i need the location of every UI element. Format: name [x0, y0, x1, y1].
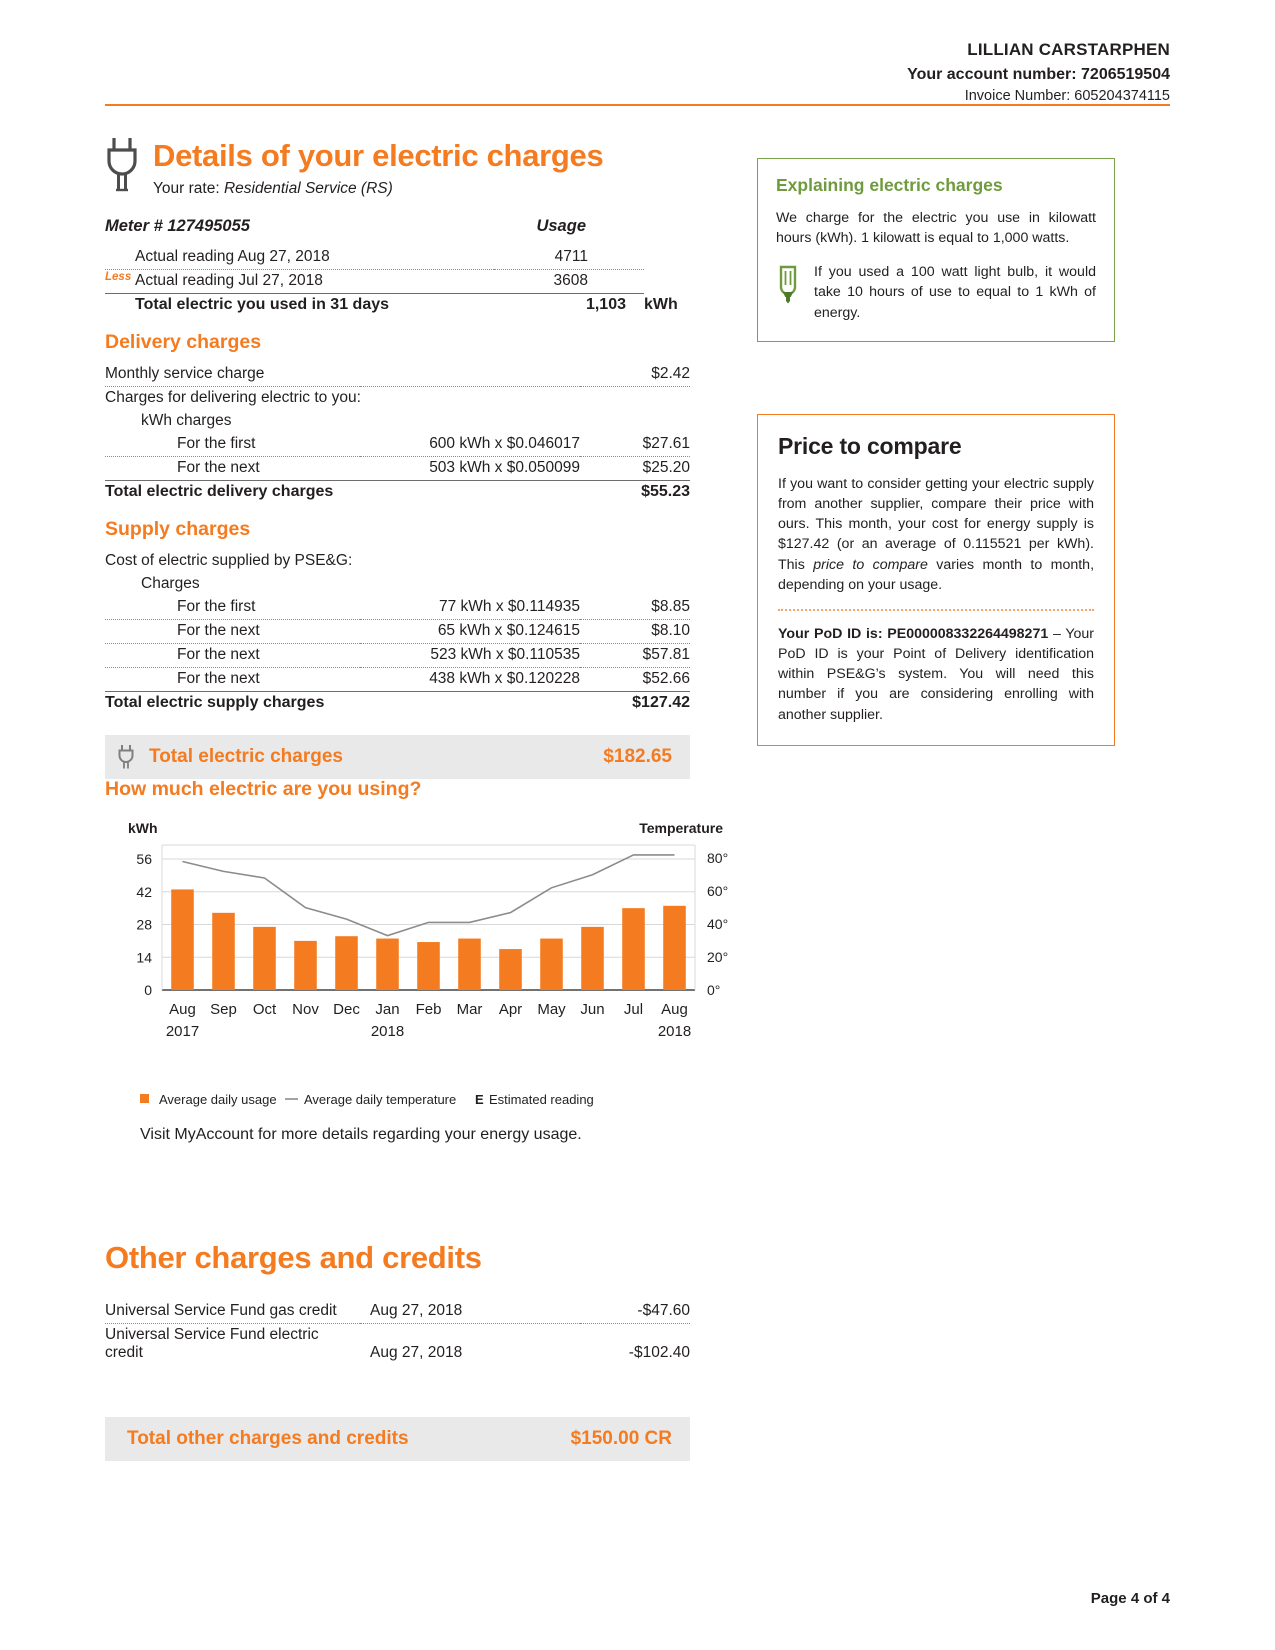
- total-electric-label: Total electric charges: [149, 746, 343, 767]
- x-year-5: 2018: [370, 1023, 405, 1040]
- other-row-amount-0: -$47.60: [580, 1300, 690, 1324]
- light-bulb-icon: [776, 264, 800, 304]
- rate-line: [153, 180, 603, 198]
- price-to-compare-paragraph: [778, 474, 1094, 595]
- delivery-total-row: [105, 481, 690, 505]
- table-row: [105, 433, 690, 457]
- bar-Feb: [417, 942, 440, 990]
- bar-Oct: [253, 927, 276, 990]
- delivery-intro: Charges for delivering electric to you:: [105, 389, 361, 406]
- x-tick-Mar: Mar: [456, 1001, 483, 1018]
- table-row: [105, 644, 690, 668]
- y2-axis-label: Temperature: [639, 820, 723, 836]
- delivery-row-label-0: For the first: [105, 433, 360, 457]
- invoice-number: Invoice Number: 605204374115: [964, 87, 1170, 104]
- x-tick-Aug: Aug: [169, 1001, 196, 1018]
- delivery-row-detail-1: 503 kWh x $0.050099: [360, 457, 580, 481]
- legend-label-0: Average daily usage: [159, 1092, 277, 1107]
- supply-row-label-1: For the next: [105, 620, 360, 644]
- plug-icon-small: [117, 744, 135, 770]
- usage-chart-heading: How much electric are you using?: [105, 778, 422, 800]
- bar-Apr: [499, 949, 522, 990]
- pod-dash: –: [1048, 625, 1061, 642]
- supply-row-label-2: For the next: [105, 644, 360, 668]
- supply-row-amount-0: $8.85: [580, 596, 690, 620]
- pod-description: Your PoD ID is your Point of Delivery identification within PSE&G’s system. You will need this number if you are considering enrolling with another supplier.: [778, 625, 1094, 723]
- legend-label-2: Estimated reading: [489, 1092, 594, 1107]
- supply-row-amount-2: $57.81: [580, 644, 690, 668]
- delivery-row-amount-1: $25.20: [580, 457, 690, 481]
- reading-value-1: 3608: [494, 270, 644, 294]
- bar-Jun: [581, 927, 604, 990]
- ptc-text-italic: price to compare: [813, 556, 928, 573]
- x-tick-Jan: Jan: [375, 1001, 400, 1018]
- supply-row-detail-0: 77 kWh x $0.114935: [360, 596, 580, 620]
- table-row: [105, 620, 690, 644]
- header-divider: [105, 104, 1170, 106]
- delivery-row-label-1: For the next: [105, 457, 360, 481]
- legend-label-1: Average daily temperature: [304, 1092, 457, 1107]
- other-charges-section: [105, 1240, 690, 1461]
- y-tick-14: 14: [136, 949, 152, 966]
- page-title: Details of your electric charges: [153, 138, 604, 173]
- meter-number: Meter # 127495055: [105, 217, 250, 235]
- table-row: [105, 363, 690, 387]
- other-row-date-0: Aug 27, 2018: [360, 1300, 580, 1324]
- y-tick-56: 56: [136, 851, 152, 868]
- electric-charges-section: [105, 132, 690, 779]
- table-row: [105, 246, 690, 270]
- table-row: [105, 596, 690, 620]
- explaining-box-title: Explaining electric charges: [776, 175, 1003, 195]
- other-row-amount-1: -$102.40: [628, 1344, 690, 1361]
- dotted-divider: [778, 609, 1094, 611]
- supply-row-detail-1: 65 kWh x $0.124615: [360, 620, 580, 644]
- bar-Mar: [458, 939, 481, 990]
- legend-swatch-usage: [140, 1094, 149, 1103]
- temperature-line: [183, 855, 675, 936]
- x-tick-Dec: Dec: [333, 1001, 360, 1018]
- myaccount-note: Visit MyAccount for more details regarding your energy usage.: [140, 1126, 582, 1143]
- total-other-amount: $150.00 CR: [570, 1428, 672, 1449]
- supply-row-amount-3: $52.66: [580, 668, 690, 692]
- y-axis-label: kWh: [128, 820, 158, 836]
- chart-legend-svg: [110, 1088, 610, 1108]
- ptc-text-a: If you want to consider getting your electric supply from another supplier, compare their price with ours. This month, your cost for energy supply is $127.42 (or an average of 0.115521 per kWh). This: [778, 476, 1094, 573]
- x-tick-Jul: Jul: [623, 1001, 644, 1018]
- rate-prefix: Your rate:: [153, 180, 220, 197]
- delivery-charges-table: [105, 363, 690, 504]
- supply-total-label: Total electric supply charges: [105, 694, 325, 711]
- explaining-electric-charges-box: [757, 158, 1115, 342]
- supply-subheading: Charges: [141, 575, 200, 592]
- total-usage-row: [105, 294, 690, 318]
- x-tick-Aug: Aug: [661, 1001, 688, 1018]
- x-tick-May: May: [537, 1001, 566, 1018]
- table-row: [105, 387, 690, 411]
- delivery-subheading: kWh charges: [141, 412, 232, 429]
- reading-label-0: Actual reading Aug 27, 2018: [105, 246, 494, 270]
- total-electric-amount: $182.65: [603, 746, 672, 767]
- total-used-label: Total electric you used in 31 days: [135, 296, 390, 313]
- x-tick-Nov: Nov: [292, 1001, 319, 1018]
- reading-label-1: Actual reading Jul 27, 2018: [105, 270, 494, 294]
- reading-value-0: 4711: [494, 246, 644, 270]
- account-header: [907, 38, 1170, 108]
- other-row-label-0: Universal Service Fund gas credit: [105, 1300, 360, 1324]
- table-row: [105, 457, 690, 481]
- y2-tick-4: 80°: [707, 850, 729, 867]
- rate-value: Residential Service (RS): [223, 180, 393, 197]
- total-other-charges-bar: [105, 1417, 690, 1461]
- ptc-text-b: varies month to month, depending on your usage.: [778, 556, 1095, 593]
- bar-Jul: [622, 908, 645, 990]
- x-year-0: 2017: [165, 1023, 200, 1040]
- supply-total-row: [105, 692, 690, 716]
- delivery-charges-heading: Delivery charges: [105, 331, 262, 353]
- section-title-row: [105, 132, 690, 198]
- y2-tick-0: 0°: [707, 982, 721, 998]
- meter-row: [105, 217, 690, 236]
- y2-tick-1: 20°: [707, 949, 729, 966]
- y-tick-42: 42: [136, 883, 152, 900]
- table-row: [105, 410, 690, 433]
- table-row: [105, 1324, 690, 1366]
- supply-intro: Cost of electric supplied by PSE&G:: [105, 552, 353, 569]
- bulb-note-row: [776, 262, 1096, 322]
- table-row: [105, 573, 690, 596]
- other-row-label-1: Universal Service Fund electric credit: [105, 1326, 319, 1361]
- supply-row-label-0: For the first: [105, 596, 360, 620]
- supply-row-detail-3: 438 kWh x $0.120228: [360, 668, 580, 692]
- supply-row-amount-1: $8.10: [580, 620, 690, 644]
- customer-name: LILLIAN CARSTARPHEN: [967, 40, 1170, 59]
- bar-May: [540, 939, 563, 990]
- x-tick-Feb: Feb: [415, 1001, 442, 1018]
- bar-Nov: [294, 941, 317, 990]
- usage-chart: [110, 815, 770, 1105]
- x-tick-Jun: Jun: [580, 1001, 605, 1018]
- delivery-total-amount: $55.23: [641, 483, 690, 500]
- supply-charges-heading: Supply charges: [105, 518, 251, 540]
- y2-tick-3: 60°: [707, 883, 729, 900]
- other-charges-heading: Other charges and credits: [105, 1240, 482, 1275]
- y-tick-0: 0: [144, 982, 152, 998]
- delivery-row-detail-0: 600 kWh x $0.046017: [360, 433, 580, 457]
- delivery-total-label: Total electric delivery charges: [105, 483, 334, 500]
- page-number: Page 4 of 4: [1090, 1590, 1170, 1607]
- total-other-label: Total other charges and credits: [127, 1428, 409, 1449]
- price-to-compare-title: Price to compare: [778, 433, 962, 459]
- less-tag: Less: [105, 271, 132, 283]
- y2-tick-2: 40°: [707, 916, 729, 933]
- other-row-date-1: Aug 27, 2018: [370, 1344, 463, 1361]
- y-tick-28: 28: [136, 916, 152, 933]
- usage-chart-heading-wrap: [105, 778, 421, 801]
- monthly-service-label: Monthly service charge: [105, 363, 580, 387]
- explaining-box-paragraph: We charge for the electric you use in kilowatt hours (kWh). 1 kilowatt is equal to 1,000 watts.: [776, 210, 1096, 247]
- table-row: [105, 1300, 690, 1324]
- account-number: Your account number: 7206519504: [907, 65, 1170, 83]
- bar-Aug: [171, 889, 194, 990]
- table-row: [105, 668, 690, 692]
- supply-row-detail-2: 523 kWh x $0.110535: [360, 644, 580, 668]
- total-used-unit: kWh: [644, 296, 678, 313]
- bar-Dec: [335, 936, 358, 990]
- pod-id-value: Your PoD ID is: PE000008332264498271: [778, 625, 1049, 642]
- bar-Jan: [376, 939, 399, 990]
- chart-legend: [110, 1088, 610, 1113]
- bar-Aug: [663, 906, 686, 990]
- table-row: [105, 550, 690, 573]
- table-row: [105, 270, 690, 294]
- x-tick-Sep: Sep: [210, 1001, 237, 1018]
- x-tick-Oct: Oct: [252, 1001, 277, 1018]
- supply-charges-table: [105, 550, 690, 715]
- monthly-service-amount: $2.42: [580, 363, 690, 387]
- usage-column-header: Usage: [536, 217, 586, 235]
- bulb-note-text: If you used a 100 watt light bulb, it would take 10 hours of use to equal to 1 kWh of energy.: [814, 264, 1096, 321]
- total-used-value: 1,103: [585, 296, 626, 313]
- supply-total-amount: $127.42: [632, 694, 690, 711]
- delivery-row-amount-0: $27.61: [580, 433, 690, 457]
- x-tick-Apr: Apr: [498, 1001, 523, 1018]
- pod-id-paragraph: [778, 624, 1094, 725]
- supply-row-label-3: For the next: [105, 668, 360, 692]
- plug-icon: [105, 136, 139, 194]
- price-to-compare-box: [757, 414, 1115, 746]
- bar-Sep: [212, 913, 235, 990]
- total-electric-charges-bar: [105, 735, 690, 779]
- x-year-12: 2018: [657, 1023, 692, 1040]
- meter-readings-table: [105, 246, 690, 317]
- legend-swatch-estimated: E: [475, 1092, 484, 1107]
- other-charges-table: [105, 1300, 690, 1365]
